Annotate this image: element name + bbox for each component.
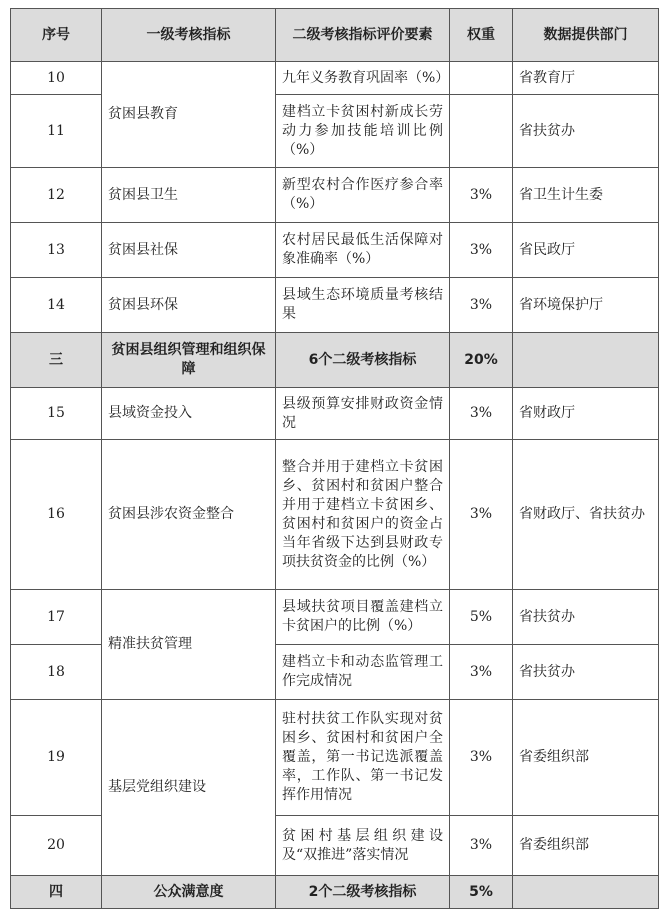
level1-cell: 贫困县涉农资金整合 [102, 440, 276, 590]
level2-cell: 县级预算安排财政资金情况 [276, 388, 450, 440]
weight-cell: 3% [450, 645, 513, 700]
level2-cell: 驻村扶贫工作队实现对贫困乡、贫困村和贫困户全覆盖，第一书记选派覆盖率，工作队、第一书记发挥作用情况 [276, 700, 450, 816]
weight-cell: 3% [450, 388, 513, 440]
level2-cell: 建档立卡贫困村新成长劳动力参加技能培训比例（%） [276, 95, 450, 168]
seq-cell: 11 [11, 95, 102, 168]
seq-cell: 18 [11, 645, 102, 700]
dept-cell: 省环境保护厅 [513, 278, 659, 333]
seq-cell: 12 [11, 168, 102, 223]
weight-cell: 3% [450, 168, 513, 223]
level2-cell: 6个二级考核指标 [276, 333, 450, 388]
level1-cell: 贫困县环保 [102, 278, 276, 333]
header-level1: 一级考核指标 [102, 9, 276, 62]
level2-cell: 县域扶贫项目覆盖建档立卡贫困户的比例（%） [276, 590, 450, 645]
level2-cell: 整合并用于建档立卡贫困乡、贫困村和贫困户整合并用于建档立卡贫困乡、贫困村和贫困户的资金占当年省级下达到县财政专项扶贫资金的比例（%） [276, 440, 450, 590]
seq-cell: 17 [11, 590, 102, 645]
weight-cell [450, 95, 513, 168]
table-row [11, 168, 659, 223]
table-row [11, 223, 659, 278]
level2-cell: 九年义务教育巩固率（%） [276, 62, 450, 95]
seq-cell: 16 [11, 440, 102, 590]
table-row [11, 62, 659, 95]
weight-cell: 5% [450, 590, 513, 645]
weight-cell: 3% [450, 440, 513, 590]
level1-cell: 县域资金投入 [102, 388, 276, 440]
table-row [11, 388, 659, 440]
seq-cell: 13 [11, 223, 102, 278]
seq-cell: 10 [11, 62, 102, 95]
header-weight: 权重 [450, 9, 513, 62]
indicator-table [10, 8, 659, 909]
weight-cell [450, 62, 513, 95]
level1-cell: 精准扶贫管理 [102, 590, 276, 700]
level2-cell: 建档立卡和动态监管理工作完成情况 [276, 645, 450, 700]
level1-cell: 基层党组织建设 [102, 700, 276, 876]
seq-cell: 20 [11, 816, 102, 876]
level1-cell: 贫困县社保 [102, 223, 276, 278]
dept-cell: 省财政厅 [513, 388, 659, 440]
section-row [11, 333, 659, 388]
seq-cell: 四 [11, 876, 102, 909]
weight-cell: 5% [450, 876, 513, 909]
level2-cell: 农村居民最低生活保障对象准确率（%） [276, 223, 450, 278]
section-row [11, 876, 659, 909]
level1-cell: 贫困县教育 [102, 62, 276, 168]
dept-cell: 省扶贫办 [513, 645, 659, 700]
table-row [11, 700, 659, 816]
table-row [11, 278, 659, 333]
dept-cell: 省委组织部 [513, 816, 659, 876]
level1-cell: 公众满意度 [102, 876, 276, 909]
level2-cell: 县域生态环境质量考核结果 [276, 278, 450, 333]
dept-cell: 省卫生计生委 [513, 168, 659, 223]
weight-cell: 3% [450, 278, 513, 333]
weight-cell: 3% [450, 816, 513, 876]
dept-cell: 省扶贫办 [513, 590, 659, 645]
table-header-row [11, 9, 659, 62]
seq-cell: 15 [11, 388, 102, 440]
level1-cell: 贫困县组织管理和组织保障 [102, 333, 276, 388]
level1-cell: 贫困县卫生 [102, 168, 276, 223]
seq-cell: 三 [11, 333, 102, 388]
dept-cell: 省扶贫办 [513, 95, 659, 168]
table-row [11, 590, 659, 645]
dept-cell: 省教育厅 [513, 62, 659, 95]
dept-cell: 省委组织部 [513, 700, 659, 816]
level2-cell: 新型农村合作医疗参合率（%） [276, 168, 450, 223]
dept-cell [513, 333, 659, 388]
weight-cell: 20% [450, 333, 513, 388]
level2-cell: 贫困村基层组织建设及“双推进”落实情况 [276, 816, 450, 876]
header-dept: 数据提供部门 [513, 9, 659, 62]
header-seq: 序号 [11, 9, 102, 62]
seq-cell: 14 [11, 278, 102, 333]
level2-cell: 2个二级考核指标 [276, 876, 450, 909]
dept-cell [513, 876, 659, 909]
table-row [11, 440, 659, 590]
seq-cell: 19 [11, 700, 102, 816]
dept-cell: 省财政厅、省扶贫办 [513, 440, 659, 590]
dept-cell: 省民政厅 [513, 223, 659, 278]
weight-cell: 3% [450, 700, 513, 816]
header-level2: 二级考核指标评价要素 [276, 9, 450, 62]
weight-cell: 3% [450, 223, 513, 278]
